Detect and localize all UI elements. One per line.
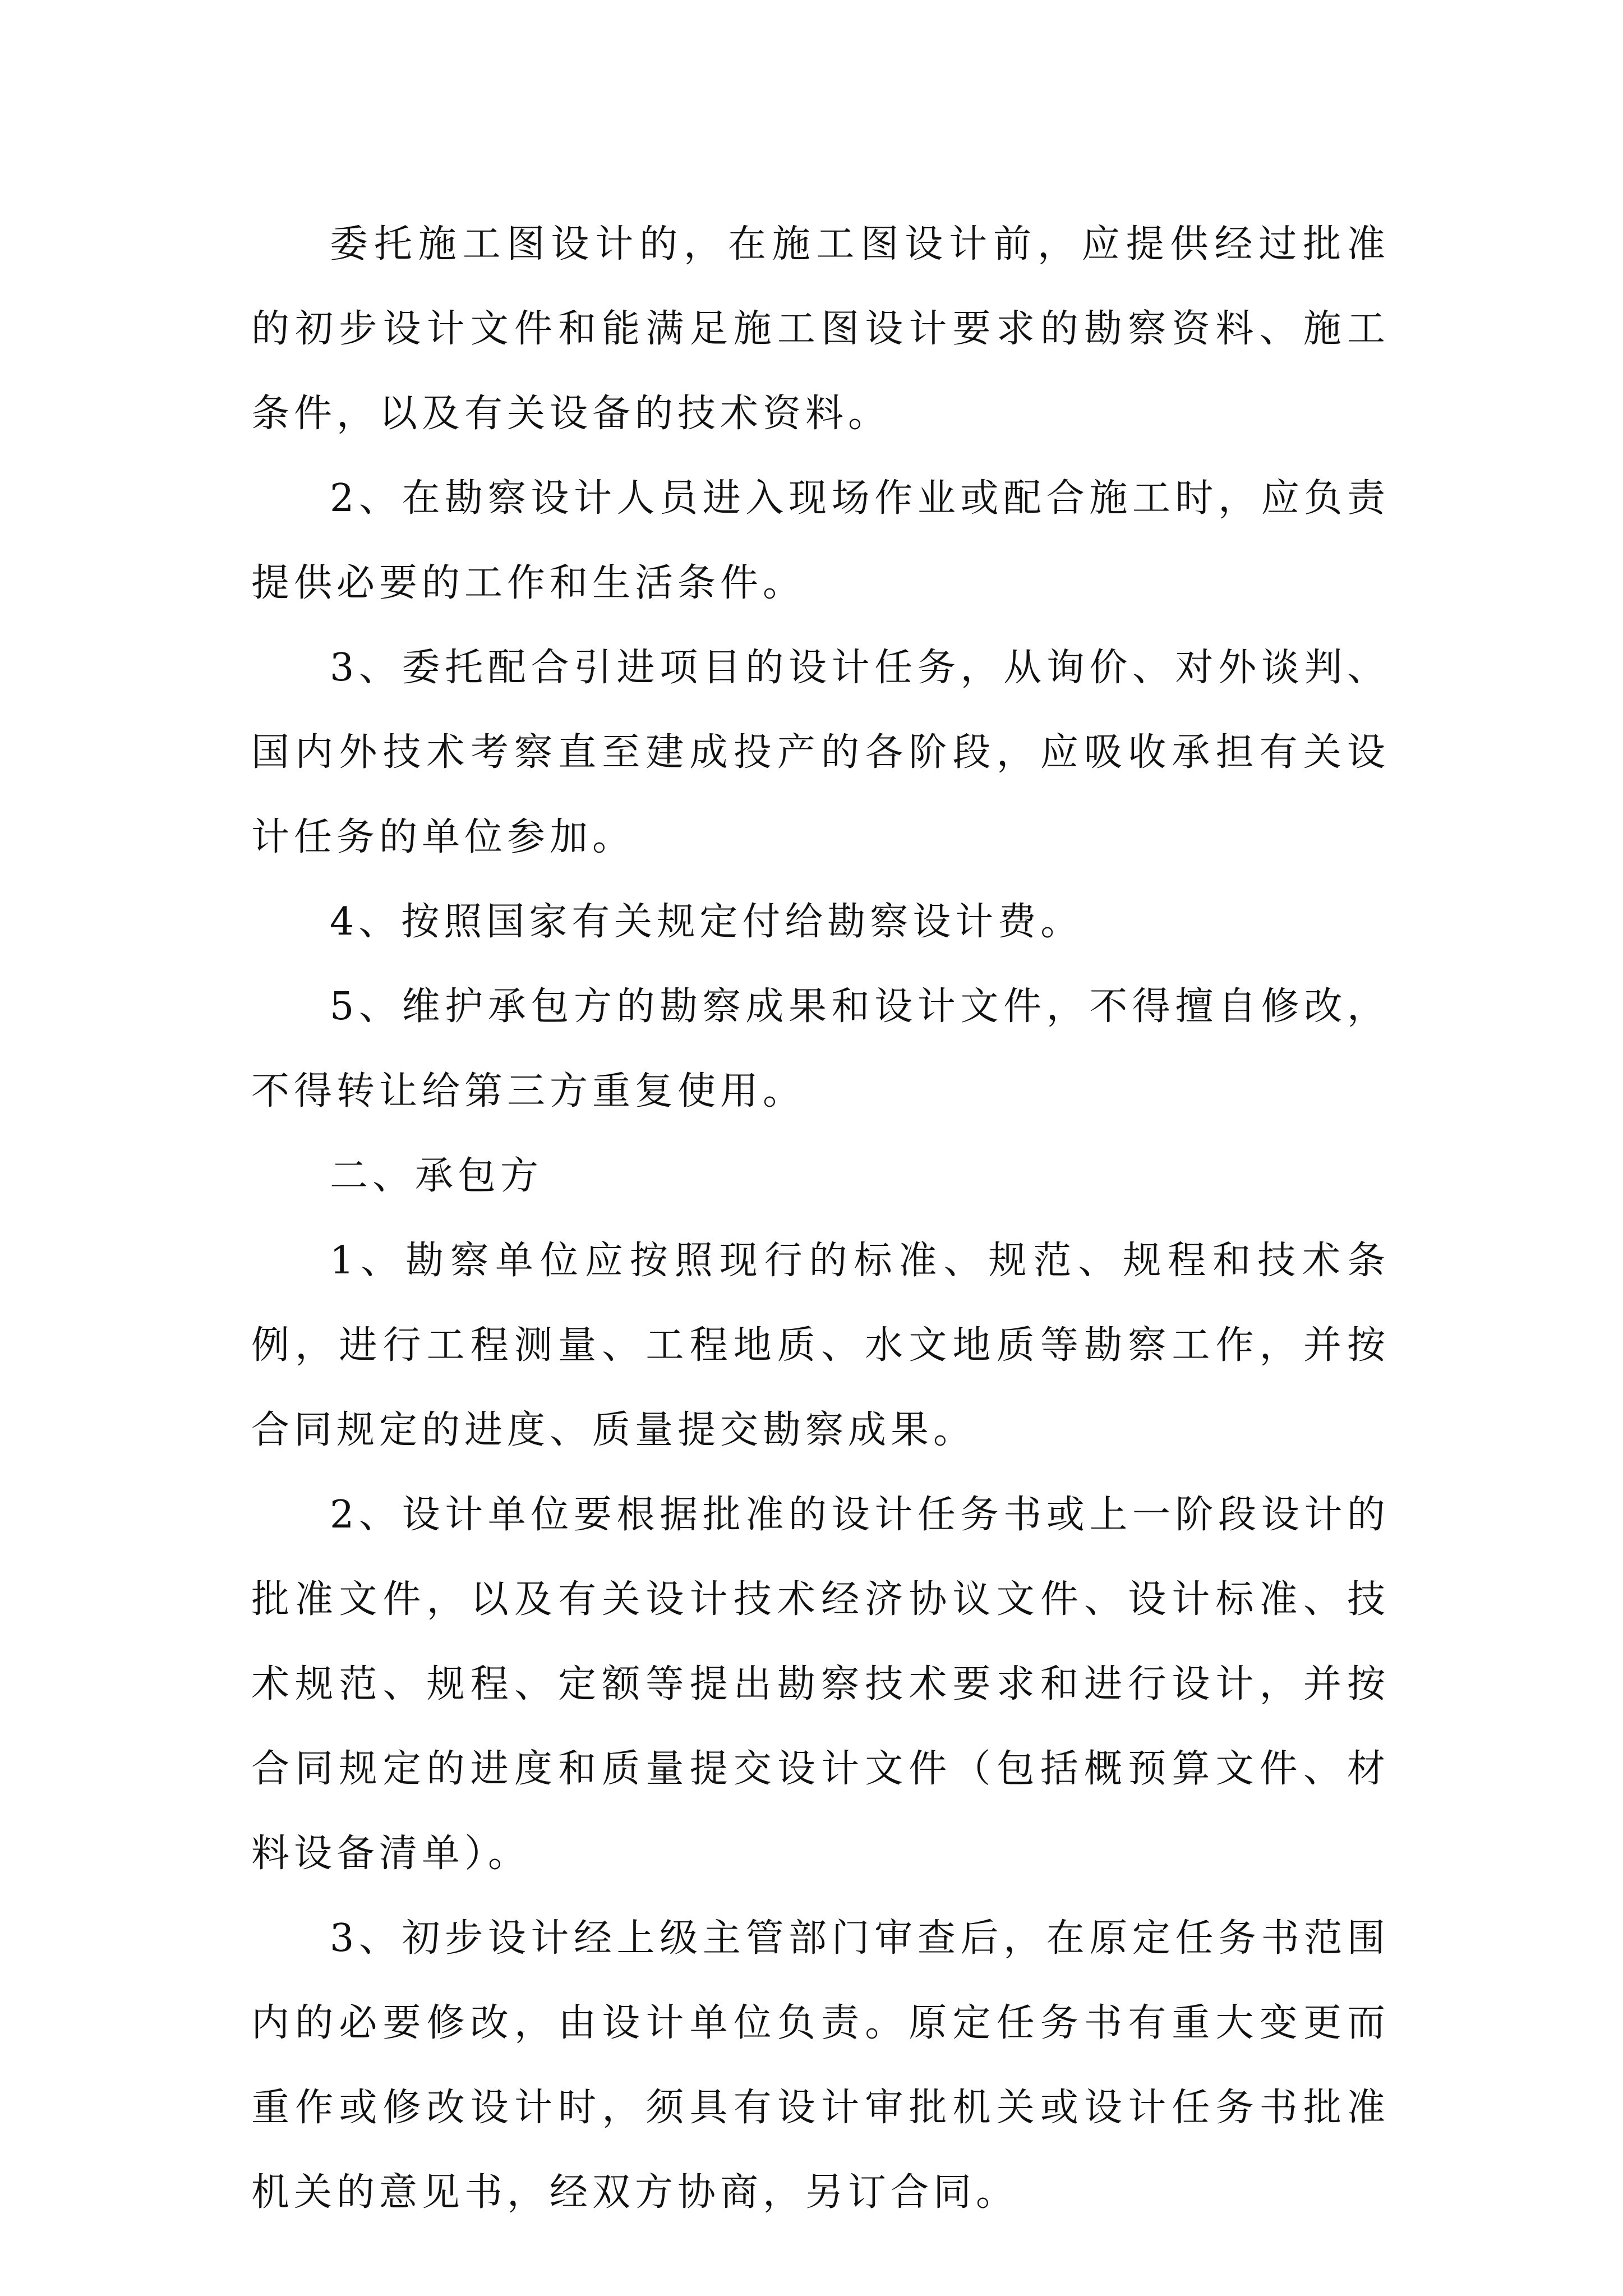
section-heading-contractor: 二、承包方 (330, 1154, 543, 1198)
paragraph-contractor-item-2: 2、设计单位要根据批准的设计任务书或上一阶段设计的批准文件，以及有关设计技术经济协议文件、设计标准、技术规范、规程、定额等提出勘察技术要求和进行设计，并按合同规定的进度和质量提交设计文件（包括概预算文件、材料设备清单）。 (251, 1493, 1390, 1876)
paragraph-client-item-3: 3、委托配合引进项目的设计任务，从询价、对外谈判、国内外技术考察直至建成投产的各阶段，应吸收承担有关设计任务的单位参加。 (251, 646, 1390, 859)
document-body (251, 202, 1390, 2235)
paragraph-contractor-item-3: 3、初步设计经上级主管部门审查后，在原定任务书范围内的必要修改，由设计单位负责。原定任务书有重大变更而重作或修改设计时，须具有设计审批机关或设计任务书批准机关的意见书，经双方协商，另订合同。 (251, 1916, 1390, 2215)
paragraph-client-item-4: 4、按照国家有关规定付给勘察设计费。 (330, 900, 1083, 944)
paragraph-contractor-item-1: 1、勘察单位应按照现行的标准、规范、规程和技术条例，进行工程测量、工程地质、水文地质等勘察工作，并按合同规定的进度、质量提交勘察成果。 (251, 1239, 1390, 1452)
paragraph-client-item-5: 5、维护承包方的勘察成果和设计文件，不得擅自修改，不得转让给第三方重复使用。 (251, 984, 1390, 1114)
paragraph-client-item-2: 2、在勘察设计人员进入现场作业或配合施工时，应负责提供必要的工作和生活条件。 (251, 476, 1390, 605)
paragraph-construction-drawing-design: 委托施工图设计的，在施工图设计前，应提供经过批准的初步设计文件和能满足施工图设计要求的勘察资料、施工条件，以及有关设备的技术资料。 (251, 222, 1390, 436)
